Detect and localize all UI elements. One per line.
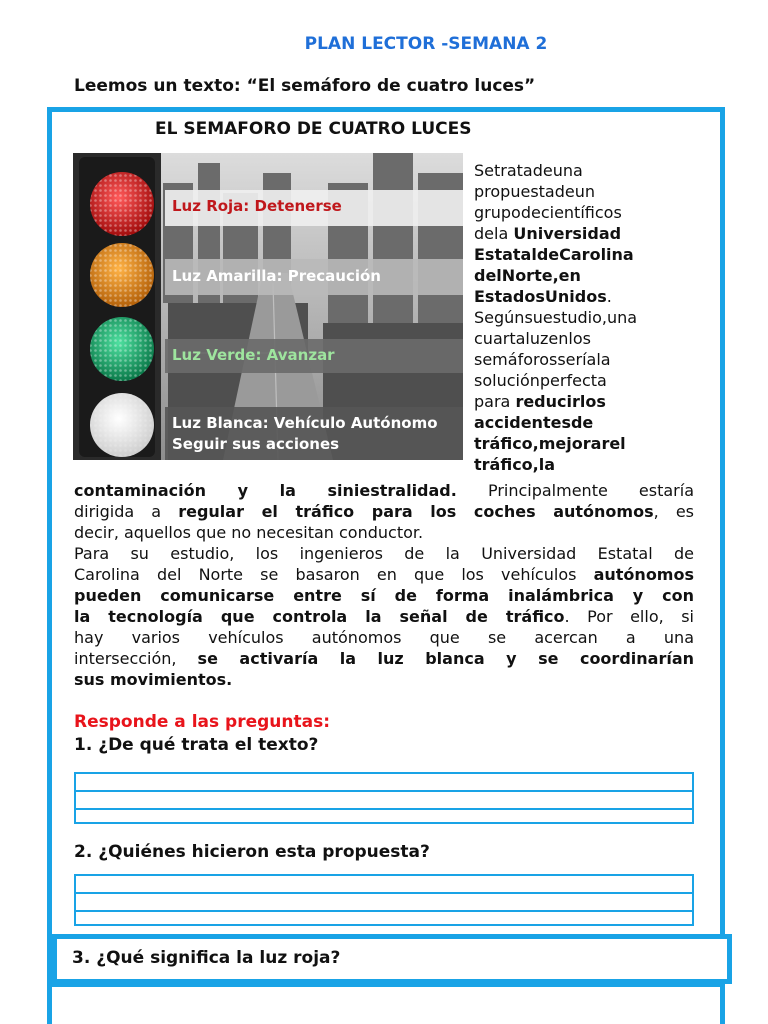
text-line: para reducirlos [474, 392, 606, 411]
frame-border-left [47, 984, 52, 1024]
text-line: la tecnología que controla la señal de tráfico. Por ello, si [74, 607, 694, 626]
question-3: 3. ¿Qué significa la luz roja? [72, 948, 341, 968]
text-line: intersección, se activaría la luz blanca y se coordinarían [74, 649, 695, 668]
answer-box-2[interactable] [74, 874, 694, 926]
text-line: dela Universidad [474, 224, 622, 243]
text-line: EstadosUnidos. [474, 287, 612, 306]
answer-line[interactable] [76, 810, 692, 826]
label-white-light-2: Seguir sus acciones [172, 435, 340, 453]
text-line: Segúnsuestudio,una [474, 308, 638, 327]
questions-heading: Responde a las preguntas: [74, 712, 331, 732]
text-line: Para su estudio, los ingenieros de la Universidad Estatal de [74, 544, 694, 563]
text-line: semáforosseríala [474, 350, 611, 369]
traffic-light-image [73, 153, 463, 460]
text-line: propuestadeun [474, 182, 596, 201]
label-red-light: Luz Roja: Detenerse [172, 197, 342, 215]
answer-line[interactable] [76, 894, 692, 912]
text-line: tráfico,mejorarel [474, 434, 626, 453]
text-line: Carolina del Norte se basaron en que los vehículos autónomos [74, 565, 694, 584]
answer-line[interactable] [76, 912, 692, 928]
text-line: decir, aquellos que no necesitan conductor. [74, 523, 424, 542]
answer-box-1[interactable] [74, 772, 694, 824]
question-1: 1. ¿De qué trata el texto? [74, 735, 319, 755]
label-green-light: Luz Verde: Avanzar [172, 346, 335, 364]
text-line: contaminación y la siniestralidad. Principalmente estaría [74, 481, 695, 500]
text-line: hay varios vehículos autónomos que se acercan a una [74, 628, 694, 647]
main-paragraph [74, 480, 694, 690]
text-line: sus movimientos. [74, 670, 233, 689]
text-line: grupodecientíficos [474, 203, 622, 222]
text-line: tráfico,la [474, 455, 556, 474]
answer-line[interactable] [76, 792, 692, 810]
question-2: 2. ¿Quiénes hicieron esta propuesta? [74, 842, 430, 862]
text-line: accidentesde [474, 413, 594, 432]
label-white-light-1: Luz Blanca: Vehículo Autónomo [172, 414, 438, 432]
answer-line[interactable] [76, 876, 692, 894]
text-line: delNorte,en [474, 266, 581, 285]
side-paragraph [474, 160, 694, 475]
label-yellow-light: Luz Amarilla: Precaución [172, 267, 381, 285]
text-line: soluciónperfecta [474, 371, 607, 390]
text-line: pueden comunicarse entre sí de forma inalámbrica y con [74, 586, 694, 605]
answer-line[interactable] [76, 774, 692, 792]
article-title: EL SEMAFORO DE CUATRO LUCES [155, 119, 472, 139]
text-line: EstataldeCarolina [474, 245, 634, 264]
text-line: dirigida a regular el tráfico para los coches autónomos, es [74, 502, 695, 521]
plan-title: PLAN LECTOR -SEMANA 2 [304, 34, 548, 54]
text-line: Setratadeuna [474, 161, 583, 180]
text-line: cuartaluzenlos [474, 329, 591, 348]
reading-intro: Leemos un texto: “El semáforo de cuatro luces” [74, 76, 536, 96]
